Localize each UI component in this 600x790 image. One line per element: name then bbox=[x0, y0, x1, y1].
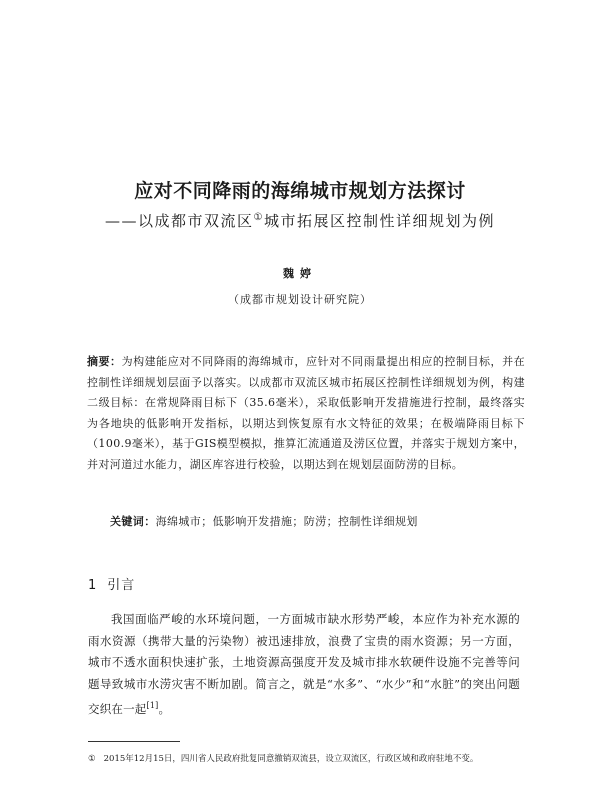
paper-subtitle bbox=[0, 210, 600, 231]
subtitle-footnote-mark: ① bbox=[253, 212, 264, 223]
abstract-label: 摘要： bbox=[87, 355, 122, 368]
section-title: 引言 bbox=[107, 578, 136, 593]
author-name: 魏婷 bbox=[283, 267, 317, 280]
body-text: 我国面临严峻的水环境问题，一方面城市缺水形势严峻，本应作为补充水源的雨水资源（携带大量的污染物）被迅速排放，浪费了宝贵的雨水资源；另一方面，城市不透水面积快速扩张，土地资源高强度开发及城市排水软硬件设施不完善等问题导致城市水涝灾害不断加剧。简言之，就是“水多”、“水少”和“水脏”的突出问题交织在一起 bbox=[88, 612, 520, 716]
keywords-text: 海绵城市；低影响开发措施；防涝；控制性详细规划 bbox=[155, 515, 418, 528]
subtitle-suffix: 城市拓展区控制性详细规划为例 bbox=[263, 212, 495, 230]
section-number: 1 bbox=[88, 578, 98, 593]
citation-mark: [1] bbox=[146, 701, 159, 710]
footnote-text: 2015年12月15日，四川省人民政府批复同意撤销双流县，设立双流区，行政区域和政府驻地不变。 bbox=[103, 754, 479, 764]
footnote-divider bbox=[88, 741, 180, 742]
section-heading bbox=[88, 574, 135, 593]
footnote bbox=[88, 753, 528, 765]
author-affiliation: （成都市规划设计研究院） bbox=[228, 293, 372, 306]
abstract bbox=[87, 352, 525, 475]
keywords-label: 关键词： bbox=[110, 515, 156, 528]
subtitle-prefix: ——以成都市双流区 bbox=[105, 212, 254, 230]
footnote-mark: ① bbox=[88, 754, 96, 764]
body-text-end: 。 bbox=[158, 701, 171, 716]
abstract-text: 为构建能应对不同降雨的海绵城市，应针对不同雨量提出相应的控制目标，并在控制性详细规划层面予以落实。以成都市双流区城市拓展区控制性详细规划为例，构建二级目标：在常规降雨目标下（35.6毫米），采取低影响开发措施进行控制，最终落实为各地块的低影响开发指标，以期达到恢复原有水文特征的效果；在极端降雨目标下（100.9毫米），基于GIS模型模拟，推算汇流通道及涝区位置，并落实于规划方案中，并对河道过水能力，湖区库容进行校验，以期达到在规划层面防涝的目标。 bbox=[87, 355, 525, 471]
paper-title: 应对不同降雨的海绵城市规划方法探讨 bbox=[134, 180, 466, 202]
body-paragraph bbox=[88, 609, 520, 720]
keywords bbox=[110, 514, 530, 530]
